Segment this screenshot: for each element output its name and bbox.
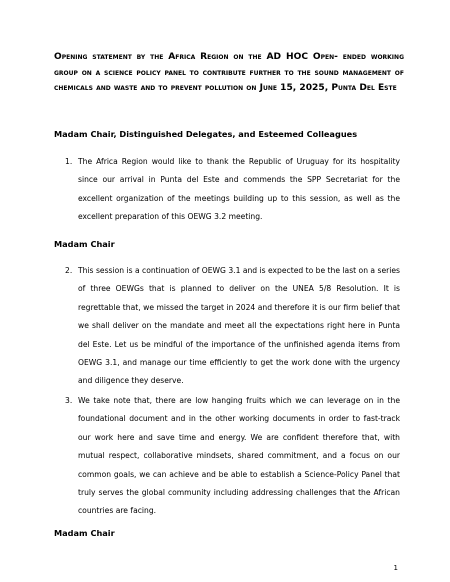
paragraph-text: This session is a continuation of OEWG 3.1 and is expected to be the last on a series of three OEWGs that is planned to deliver on the UNEA 5/8 Resolution. It is regrettable that, we missed the target in 2024 and therefore it is our firm belief that we shall deliver on the mandate and meet all the expectations right here in Punta del Este. Let us be mindful of the importance of the unfinished agenda items from OEWG 3.1, and manage our time efficiently to get the work done with the urgency and diligence they deserve. <box>78 266 400 386</box>
madam-chair-heading: Madam Chair <box>54 528 115 538</box>
salutation-heading: Madam Chair, Distinguished Delegates, and Esteemed Colleagues <box>54 129 358 139</box>
paragraph-text: We take note that, there are low hanging fruits which we can leverage on in the foundational document and in the other working documents in order to fast-track our work here and save time and energy. We are confident therefore that, with mutual respect, collaborative mindsets, shared commitment, and a focus on our common goals, we can achieve and be able to establish a Science-Policy Panel that truly serves the global community including addressing challenges that the African countries are facing. <box>78 396 400 516</box>
paragraph-number: 2. <box>65 266 73 275</box>
paragraph-1 <box>65 153 400 227</box>
paragraph-3 <box>65 392 400 521</box>
paragraph-number: 3. <box>65 396 73 405</box>
paragraph-2 <box>65 262 400 391</box>
document-title: Opening statement by the Africa Region on the AD HOC Open- ended working group on a science policy panel to contribute further to the sound management of chemicals and waste and to prevent pollution on June 15, 2025, Punta Del Este <box>54 52 404 94</box>
paragraph-text: The Africa Region would like to thank the Republic of Uruguay for its hospitality since our arrival in Punta del Este and commends the SPP Secretariat for the excellent organization of the meetings building up to this session, as well as the excellent preparation of this OEWG 3.2 meeting. <box>78 157 400 222</box>
paragraph-number: 1. <box>65 157 73 166</box>
page-number: 1 <box>393 564 398 572</box>
madam-chair-heading: Madam Chair <box>54 239 115 249</box>
